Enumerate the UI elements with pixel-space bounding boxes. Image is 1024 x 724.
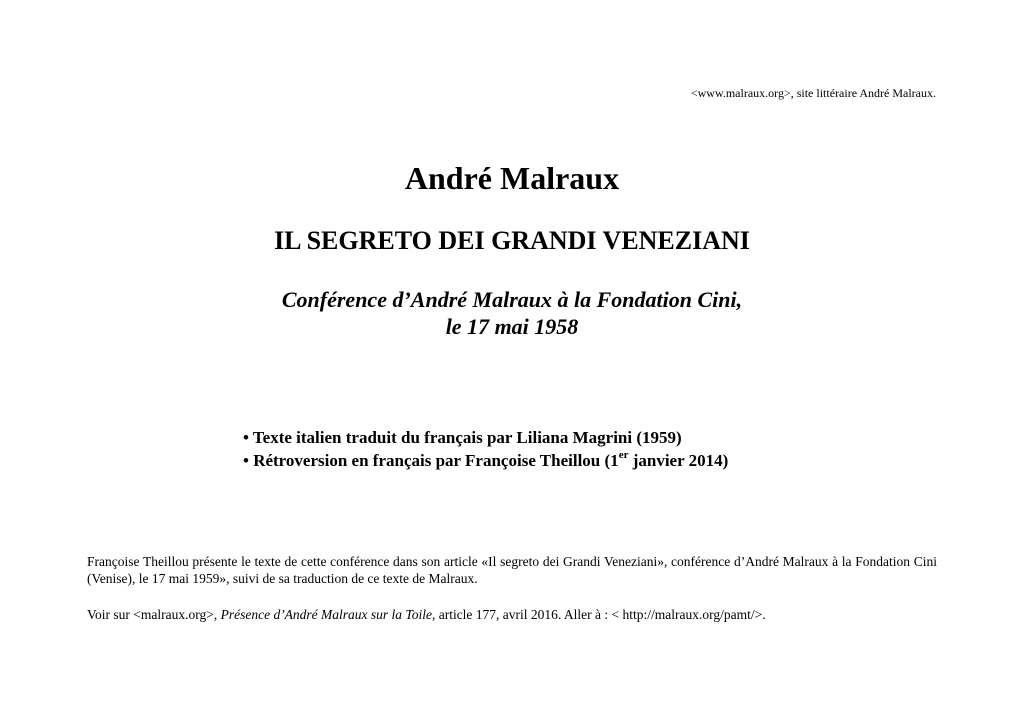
see-also-italic-title: Présence d’André Malraux sur la Toile bbox=[220, 607, 432, 622]
intro-paragraph: Françoise Theillou présente le texte de cette conférence dans son article «Il segreto dei Grandi Veneziani», conférence d’André Malraux à la Fondation Cini (Venise), le 17 mai 1959», suivi de sa traduction de ce texte de Malraux. bbox=[87, 554, 937, 586]
bullet-item-italian-text: • Texte italien traduit du français par Liliana Magrini (1959) bbox=[243, 428, 682, 447]
subtitle-line-2: le 17 mai 1958 bbox=[445, 314, 579, 339]
conference-subtitle bbox=[0, 286, 1024, 340]
see-also-suffix: , article 177, avril 2016. Aller à : < http://malraux.org/pamt/>. bbox=[431, 607, 766, 622]
site-header-note: <www.malraux.org>, site littéraire André Malraux. bbox=[690, 86, 936, 100]
see-also-prefix: Voir sur <malraux.org>, bbox=[87, 607, 221, 622]
document-title: IL SEGRETO DEI GRANDI VENEZIANI bbox=[274, 226, 750, 255]
author-heading: André Malraux bbox=[404, 160, 620, 196]
ordinal-superscript: er bbox=[618, 449, 629, 462]
subtitle-line-1: Conférence d’André Malraux à la Fondation Cini, bbox=[281, 287, 743, 312]
translation-bullets bbox=[243, 426, 728, 472]
bullet-item-retroversion-end: janvier 2014) bbox=[628, 451, 729, 470]
bullet-item-retroversion bbox=[243, 449, 728, 472]
bullet-item-retroversion-start: • Rétroversion en français par Françoise Theillou (1 bbox=[243, 451, 619, 470]
see-also-paragraph bbox=[87, 606, 766, 623]
